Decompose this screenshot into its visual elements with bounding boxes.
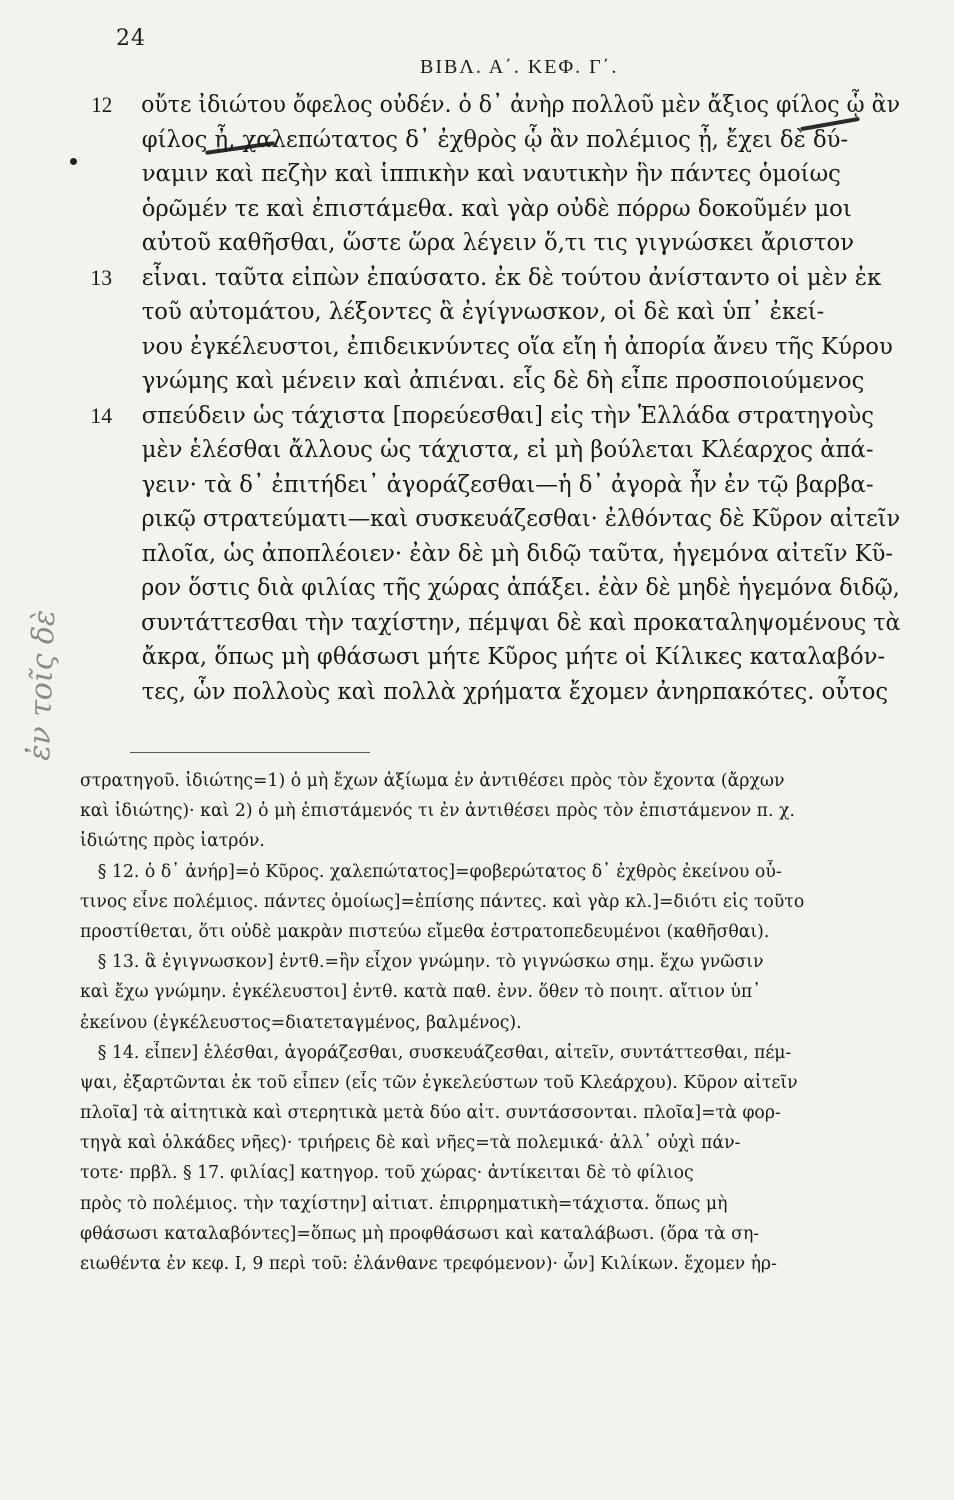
text-line: [120, 606, 901, 641]
text-line: [90, 399, 900, 434]
line-text: αὐτοῦ καθῆσθαι, ὥστε ὥρα λέγειν ὅ,τι τις γιγνώσκει ἄριστον: [141, 230, 855, 256]
section-number: 12: [91, 92, 113, 117]
line-text: φίλος ᾖ, χαλεπώτατος δ᾽ ἐχθρὸς ᾧ ἂν πολέμιος ᾖ, ἔχει δὲ δύ-: [141, 126, 849, 153]
line-text: τοῦ αὐτομάτου, λέξοντες ἃ ἐγίγνωσκον, οἱ δὲ καὶ ὑπ᾽ ἐκεί-: [141, 299, 825, 325]
main-text: [90, 88, 910, 709]
text-line: [120, 157, 900, 192]
note-line: καὶ ἔχω γνώμην. ἐγκέλευστοι] ἐντθ. κατὰ παθ. ἐνν. ὅθεν τὸ ποιητ. αἴτιον ὑπ᾽: [80, 982, 761, 1003]
line-text: γνώμης καὶ μένειν καὶ ἀπιέναι. εἷς δὲ δὴ εἶπε προσποιούμενος: [141, 368, 865, 394]
note-line: ἐκείνου (ἐγκέλευστος=διατεταγμένος, βαλμένος).: [80, 1012, 522, 1033]
note-line: ἰδιώτης πρὸς ἰατρόν.: [80, 831, 265, 852]
line-text: ὁρῶμέν τε καὶ ἐπιστάμεθα. καὶ γὰρ οὐδὲ πόρρω δοκοῦμέν μοι: [141, 195, 852, 222]
text-line: [120, 330, 900, 365]
text-line: [120, 537, 900, 572]
text-line: [120, 571, 900, 606]
text-line: [120, 192, 900, 227]
text-line: [120, 364, 900, 399]
text-line: [120, 502, 901, 537]
line-text: ρικῷ στρατεύματι—καὶ συσκευάζεσθαι· ἐλθόντας δὲ Κῦρον αἰτεῖν: [141, 506, 901, 532]
section-number: 14: [90, 402, 113, 428]
text-line: [120, 468, 900, 503]
note-line: καὶ ἰδιώτης)· καὶ 2) ὁ μὴ ἐπιστάμενός τι ἐν ἀντιθέσει πρὸς τὸν ἐπιστάμενον π. χ.: [80, 801, 796, 822]
text-line: [90, 261, 900, 296]
line-text: γειν· τὰ δ᾽ ἐπιτήδει᾽ ἀγοράζεσθαι—ἡ δ᾽ ἀγορὰ ἦν ἐν τῷ βαρβα-: [141, 471, 874, 498]
line-text: ρον ὅστις διὰ φιλίας τῆς χώρας ἀπάξει. ἐὰν δὲ μηδὲ ἡγεμόνα διδῷ,: [141, 575, 900, 601]
line-text: οὔτε ἰδιώτου ὄφελος οὐδέν. ὁ δ᾽ ἀνὴρ πολλοῦ μὲν ἄξιος φίλος ᾧ ἂν: [141, 92, 900, 118]
line-text: εἶναι. ταῦτα εἰπὼν ἐπαύσατο. ἐκ δὲ τούτου ἀνίσταντο οἱ μὲν ἐκ: [141, 264, 882, 291]
line-text: ναμιν καὶ πεζὴν καὶ ἱππικὴν καὶ ναυτικὴν ἣν πάντες ὁμοίως: [141, 161, 841, 187]
text-line: [120, 675, 900, 710]
running-head: ΒΙΒΛ. Α΄. ΚΕΦ. Γ΄.: [420, 56, 619, 78]
line-text: συντάττεσθαι τὴν ταχίστην, πέμψαι δὲ καὶ προκαταληψομένους τὰ: [141, 609, 901, 636]
text-line: [91, 88, 900, 123]
margin-handwritten-note: ἐν τοῖς δὲ: [22, 609, 63, 762]
page-number: 24: [116, 26, 146, 51]
text-line: [120, 640, 900, 675]
note-line: § 13. ἃ ἐγιγνωσκον] ἐντθ.=ἣν εἶχον γνώμην. τὸ γιγνώσκω σημ. ἔχω γνῶσιν: [97, 952, 764, 973]
note-line: πλοῖα] τὰ αἰτητικὰ καὶ στερητικὰ μετὰ δύο αἰτ. συντάσσονται. πλοῖα]=τὰ φορ-: [80, 1103, 781, 1124]
text-line: [120, 123, 900, 158]
note-line: § 14. εἶπεν] ἑλέσθαι, ἀγοράζεσθαι, συσκευάζεσθαι, αἰτεῖν, συντάττεσθαι, πέμ-: [97, 1042, 792, 1063]
text-line: [120, 433, 900, 468]
line-text: πλοῖα, ὡς ἀποπλέοιεν· ἐὰν δὲ μὴ διδῷ ταῦτα, ἡγεμόνα αἰτεῖν Κῦ-: [141, 540, 894, 567]
note-line: § 12. ὁ δ᾽ ἀνήρ]=ὁ Κῦρος. χαλεπώτατος]=φοβερώτατος δ᾽ ἐχθρὸς ἐκείνου οὗ-: [97, 861, 782, 882]
note-line: τινος εἶνε πολέμιος. πάντες ὁμοίως]=ἐπίσης πάντες. καὶ γὰρ κλ.]=διότι εἰς τοῦτο: [80, 891, 805, 912]
note-line: στρατηγοῦ. ἰδιώτης=1) ὁ μὴ ἔχων ἀξίωμα ἐν ἀντιθέσει πρὸς τὸν ἔχοντα (ἄρχων: [80, 771, 785, 791]
line-text: μὲν ἑλέσθαι ἄλλους ὡς τάχιστα, εἰ μὴ βούλεται Κλέαρχος ἀπά-: [141, 437, 874, 463]
footnote-rule: [130, 752, 370, 753]
note-line: ψαι, ἐξαρτῶνται ἐκ τοῦ εἶπεν (εἷς τῶν ἐγκελεύστων τοῦ Κλεάρχου). Κῦρον αἰτεῖν: [80, 1072, 798, 1093]
note-line: ειωθέντα ἐν κεφ. I, 9 περὶ τοῦ: ἐλάνθανε τρεφόμενον)· ὧν] Κιλίκων. ἔχομεν ἡρ-: [80, 1254, 777, 1274]
note-line: προστίθεται, ὅτι οὐδὲ μακρὰν πιστεύω εἴμεθα ἐστρατοπεδευμένοι (καθῆσθαι).: [80, 921, 770, 942]
line-text: νου ἐγκέλευστοι, ἐπιδεικνύντες οἵα εἴη ἡ ἀπορία ἄνευ τῆς Κύρου: [141, 333, 893, 360]
note-line: πρὸς τὸ πολέμιος. τὴν ταχίστην] αἰτιατ. ἐπιρρηματικὴ=τάχιστα. ὅπως μὴ: [80, 1193, 728, 1214]
line-text: ἄκρα, ὅπως μὴ φθάσωσι μήτε Κῦρος μήτε οἱ Κίλικες καταλαβόν-: [141, 644, 886, 670]
note-line: τοτε· πρβλ. § 17. φιλίας] κατηγορ. τοῦ χώρας· ἀντίκειται δὲ τὸ φίλιος: [80, 1163, 694, 1184]
note-line: τηγὰ καὶ ὁλκάδες νῆες)· τριήρεις δὲ καὶ νῆες=τὰ πολεμικά· ἀλλ᾽ οὐχὶ πάν-: [80, 1133, 741, 1154]
note-line: φθάσωσι καταλαβόντες]=ὅπως μὴ προφθάσωσι καὶ καταλάβωσι. (ὅρα τὰ ση-: [80, 1223, 760, 1244]
line-text: τες, ὧν πολλοὺς καὶ πολλὰ χρήματα ἔχομεν ἀνηρπακότες. οὗτος: [141, 678, 889, 705]
ink-dot: [70, 158, 77, 165]
line-text: σπεύδειν ὡς τάχιστα [πορεύεσθαι] εἰς τὴν Ἑλλάδα στρατηγοὺς: [141, 402, 875, 429]
text-line: [120, 295, 900, 330]
text-line: [120, 226, 900, 261]
commentary-notes: [80, 766, 880, 1279]
section-number: 13: [90, 264, 113, 290]
